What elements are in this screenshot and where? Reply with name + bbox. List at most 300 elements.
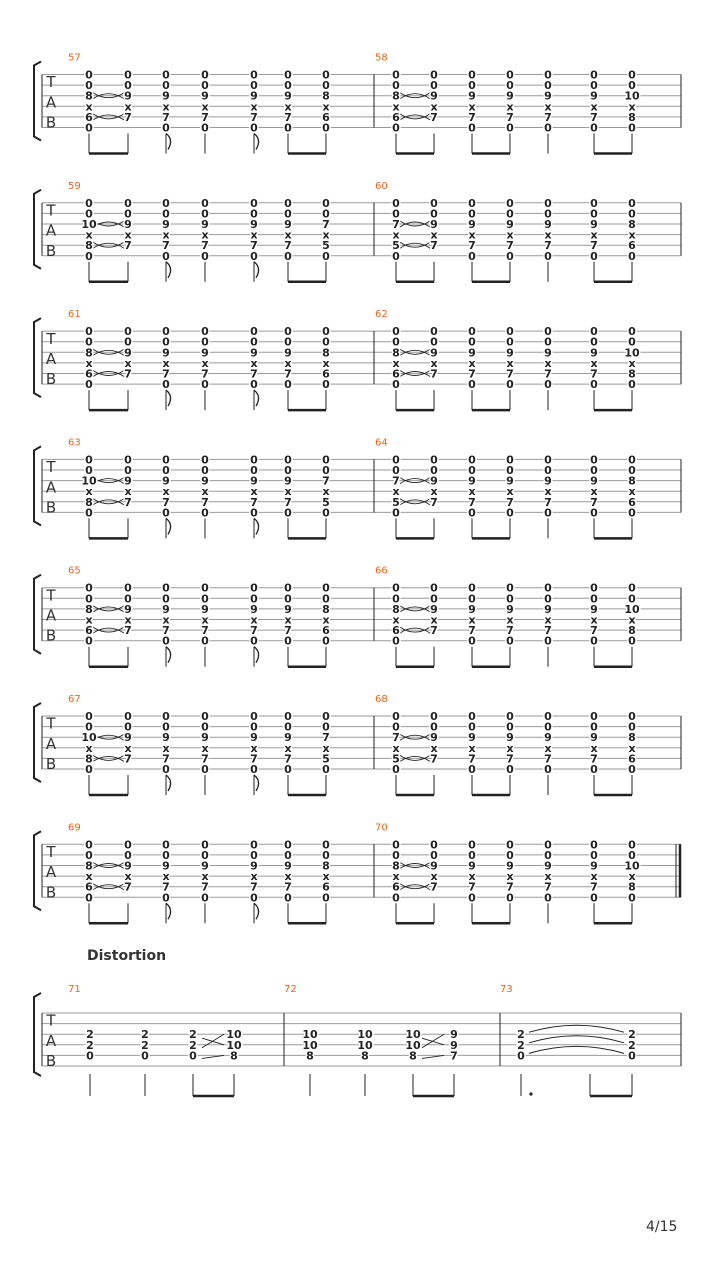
fret-number: 0 [141, 1049, 149, 1063]
fret-number: 0 [506, 196, 514, 210]
fret-number: 7 [430, 495, 438, 509]
fret-number: 2 [628, 1038, 636, 1052]
fret-number: 0 [590, 720, 598, 734]
fret-number: 0 [430, 720, 438, 734]
fret-number: x [284, 485, 292, 499]
fret-number: 0 [468, 891, 476, 905]
tab-clef-letter: A [45, 349, 57, 368]
fret-number: 7 [250, 880, 258, 894]
fret-number: 0 [628, 121, 636, 135]
fret-number: 0 [124, 581, 132, 595]
fret-number: 10 [81, 731, 97, 745]
fret-number: 0 [430, 79, 438, 93]
fret-number: 0 [124, 68, 132, 82]
fret-number: x [628, 100, 636, 114]
fret-number: 0 [392, 634, 400, 648]
fret-number: 9 [590, 474, 598, 488]
note-flag [166, 518, 171, 534]
note-flag [166, 647, 171, 663]
fret-number: 8 [85, 752, 93, 766]
fret-number: 5 [392, 752, 400, 766]
fret-number: 0 [162, 720, 170, 734]
fret-number: x [506, 100, 514, 114]
note-flag [254, 775, 259, 791]
tab-clef-letter: B [45, 626, 57, 645]
fret-number: 0 [544, 763, 552, 776]
fret-number: 9 [201, 474, 209, 488]
fret-number: 0 [322, 581, 330, 595]
fret-number: 0 [628, 506, 636, 520]
fret-number: 7 [590, 624, 598, 638]
fret-number: 0 [250, 763, 258, 776]
fret-number: 0 [284, 634, 292, 648]
fret-number: 7 [506, 367, 514, 381]
fret-number: 0 [201, 121, 209, 135]
fret-number: 0 [322, 453, 330, 467]
fret-number: 9 [162, 89, 170, 103]
fret-number: 7 [250, 367, 258, 381]
fret-number: 9 [201, 731, 209, 745]
fret-number: 7 [162, 624, 170, 638]
fret-number: 0 [322, 207, 330, 221]
fret-number: 7 [430, 880, 438, 894]
fret-number: 9 [468, 346, 476, 360]
fret-number: 8 [322, 89, 330, 103]
fret-number: 2 [86, 1038, 94, 1052]
fret-number: 9 [250, 859, 258, 873]
fret-number: 7 [250, 110, 258, 124]
fret-number: 0 [392, 763, 400, 776]
fret-number: 7 [468, 752, 476, 766]
fret-number: 6 [85, 624, 93, 638]
fret-number: x [590, 228, 598, 242]
fret-number: 0 [250, 710, 258, 723]
measure-number: 67 [68, 694, 81, 705]
fret-number: 0 [284, 196, 292, 210]
tab-clef-letter: T [46, 329, 56, 348]
fret-number: 7 [506, 110, 514, 124]
fret-number: 8 [628, 218, 636, 231]
fret-number: x [430, 613, 438, 627]
fret-number: 0 [124, 592, 132, 606]
fret-number: 8 [392, 89, 400, 103]
fret-number: 8 [322, 859, 330, 873]
tab-clef-letter: A [45, 863, 57, 882]
fret-number: x [162, 613, 170, 627]
fret-number: 0 [250, 325, 258, 339]
fret-number: 9 [430, 89, 438, 103]
fret-number: x [85, 870, 93, 884]
fret-number: 9 [430, 602, 438, 616]
fret-number: x [250, 356, 258, 370]
fret-number: 2 [517, 1038, 525, 1052]
fret-number: 9 [284, 474, 292, 488]
measure-number: 72 [284, 984, 297, 995]
fret-number: 0 [628, 249, 636, 263]
fret-number: 8 [628, 880, 636, 894]
fret-number: 10 [357, 1028, 373, 1042]
fret-number: 7 [322, 474, 330, 488]
fret-number: 7 [201, 880, 209, 894]
fret-number: x [322, 485, 330, 499]
fret-number: 0 [590, 207, 598, 221]
fret-number: 0 [392, 249, 400, 263]
fret-number: 10 [302, 1028, 318, 1042]
fret-number: 0 [468, 207, 476, 221]
fret-number: 0 [250, 592, 258, 606]
fret-number: 0 [85, 68, 93, 82]
fret-number: x [506, 228, 514, 242]
fret-number: 0 [590, 79, 598, 93]
fret-number: 0 [85, 720, 93, 734]
fret-number: 7 [201, 110, 209, 124]
note-flag [254, 647, 259, 663]
fret-number: 7 [284, 367, 292, 381]
fret-number: 7 [590, 495, 598, 509]
fret-number: 0 [250, 848, 258, 862]
fret-number: 7 [162, 495, 170, 509]
fret-number: 0 [284, 121, 292, 135]
fret-number: 0 [322, 592, 330, 606]
fret-number: 0 [468, 453, 476, 467]
fret-number: 7 [284, 624, 292, 638]
fret-number: 9 [506, 731, 514, 745]
fret-number: x [392, 100, 400, 114]
fret-number: 0 [506, 249, 514, 263]
fret-number: x [468, 228, 476, 242]
fret-number: 0 [85, 335, 93, 349]
fret-number: x [468, 870, 476, 884]
fret-number: 9 [162, 731, 170, 745]
fret-number: x [201, 228, 209, 242]
fret-number: 0 [250, 453, 258, 467]
fret-number: 8 [392, 602, 400, 616]
fret-number: 7 [201, 367, 209, 381]
fret-number: 7 [468, 624, 476, 638]
fret-number: 7 [392, 474, 400, 488]
fret-number: 0 [544, 378, 552, 392]
fret-number: x [590, 485, 598, 499]
fret-number: 7 [590, 110, 598, 124]
fret-number: 9 [430, 346, 438, 360]
fret-number: 7 [544, 624, 552, 638]
system-brace [34, 831, 41, 910]
system-brace [34, 575, 41, 654]
fret-number: 0 [250, 335, 258, 349]
fret-number: 0 [85, 710, 93, 723]
fret-number: 0 [392, 378, 400, 392]
fret-number: 9 [590, 859, 598, 873]
fret-number: 0 [322, 720, 330, 734]
fret-number: 0 [468, 848, 476, 862]
fret-number: x [250, 613, 258, 627]
fret-number: 0 [628, 79, 636, 93]
fret-number: 9 [468, 218, 476, 231]
fret-number: x [124, 228, 132, 242]
fret-number: 9 [250, 474, 258, 488]
fret-number: x [85, 356, 93, 370]
fret-number: x [590, 100, 598, 114]
fret-number: 0 [517, 1049, 525, 1063]
fret-number: 0 [628, 1049, 636, 1063]
fret-number: 0 [430, 838, 438, 852]
fret-number: 0 [590, 848, 598, 862]
fret-number: x [85, 228, 93, 242]
fret-number: 0 [284, 335, 292, 349]
fret-number: 6 [392, 624, 400, 638]
fret-number: 6 [322, 110, 330, 124]
fret-number: 7 [284, 495, 292, 509]
fret-number: 0 [284, 710, 292, 723]
measure-number: 60 [375, 180, 388, 192]
fret-number: 10 [81, 218, 97, 231]
fret-number: 9 [201, 89, 209, 103]
fret-number: 9 [430, 731, 438, 745]
fret-number: 2 [141, 1028, 149, 1042]
fret-number: 0 [322, 848, 330, 862]
fret-number: 7 [506, 624, 514, 638]
fret-number: x [628, 613, 636, 627]
fret-number: 0 [201, 838, 209, 852]
fret-number: 0 [201, 592, 209, 606]
fret-number: 7 [322, 731, 330, 745]
fret-number: 0 [628, 592, 636, 606]
fret-number: 0 [284, 79, 292, 93]
fret-number: 0 [162, 710, 170, 723]
fret-number: x [544, 228, 552, 242]
fret-number: 0 [162, 68, 170, 82]
fret-number: 0 [250, 378, 258, 392]
tab-clef-letter: B [45, 755, 57, 773]
fret-number: 9 [590, 218, 598, 231]
fret-number: 8 [628, 110, 636, 124]
fret-number: x [322, 356, 330, 370]
fret-number: 7 [590, 367, 598, 381]
fret-number: x [162, 741, 170, 755]
fret-number: 8 [322, 602, 330, 616]
fret-number: x [201, 100, 209, 114]
fret-number: 0 [201, 79, 209, 93]
fret-number: 7 [590, 239, 598, 253]
fret-number: 0 [250, 634, 258, 648]
fret-number: 0 [506, 79, 514, 93]
fret-number: 0 [201, 325, 209, 339]
fret-number: 7 [201, 495, 209, 509]
dot [529, 1092, 532, 1095]
fret-number: 0 [322, 763, 330, 776]
fret-number: 0 [322, 68, 330, 82]
fret-number: 0 [250, 207, 258, 221]
fret-number: 0 [322, 335, 330, 349]
fret-number: 0 [201, 196, 209, 210]
fret-number: x [162, 228, 170, 242]
fret-number: 7 [506, 239, 514, 253]
fret-number: 2 [189, 1038, 197, 1052]
fret-number: 7 [468, 495, 476, 509]
fret-number: 0 [85, 249, 93, 263]
measure-number: 70 [375, 822, 388, 834]
measure-number: 65 [68, 565, 81, 577]
fret-number: 0 [162, 581, 170, 595]
fret-number: 0 [322, 506, 330, 520]
fret-number: 0 [430, 848, 438, 862]
fret-number: 7 [430, 110, 438, 124]
fret-number: 7 [468, 239, 476, 253]
fret-number: 9 [162, 218, 170, 231]
fret-number: 7 [544, 110, 552, 124]
fret-number: 0 [85, 763, 93, 776]
system-brace [34, 993, 41, 1076]
fret-number: x [506, 741, 514, 755]
fret-number: 0 [544, 68, 552, 82]
fret-number: 0 [628, 464, 636, 477]
fret-number: 0 [85, 196, 93, 210]
fret-number: 8 [85, 89, 93, 103]
fret-number: 8 [628, 474, 636, 488]
fret-number: 7 [124, 110, 132, 124]
fret-number: 0 [162, 207, 170, 221]
fret-number: 0 [201, 207, 209, 221]
fret-number: 9 [468, 602, 476, 616]
fret-number: 10 [624, 89, 640, 103]
fret-number: 10 [405, 1038, 421, 1052]
fret-number: 0 [468, 378, 476, 392]
fret-number: x [162, 485, 170, 499]
fret-number: x [85, 613, 93, 627]
fret-number: x [506, 485, 514, 499]
fret-number: 0 [284, 848, 292, 862]
fret-number: 0 [468, 335, 476, 349]
fret-number: 9 [468, 89, 476, 103]
fret-number: 0 [468, 68, 476, 82]
fret-number: 9 [124, 346, 132, 360]
fret-number: 0 [628, 378, 636, 392]
fret-number: 0 [430, 710, 438, 723]
fret-number: 0 [628, 763, 636, 776]
fret-number: 0 [392, 464, 400, 477]
fret-number: 0 [250, 506, 258, 520]
fret-number: 0 [162, 763, 170, 776]
fret-number: 0 [124, 838, 132, 852]
fret-number: 0 [250, 720, 258, 734]
fret-number: x [284, 356, 292, 370]
fret-number: 0 [628, 634, 636, 648]
fret-number: x [322, 741, 330, 755]
fret-number: 0 [544, 720, 552, 734]
fret-number: x [468, 741, 476, 755]
fret-number: x [201, 485, 209, 499]
fret-number: 6 [85, 880, 93, 894]
fret-number: 0 [506, 68, 514, 82]
fret-number: 9 [450, 1028, 458, 1042]
fret-number: 0 [162, 325, 170, 339]
fret-number: 9 [250, 218, 258, 231]
measure-number: 73 [500, 984, 513, 995]
fret-number: 9 [124, 89, 132, 103]
fret-number: 0 [162, 79, 170, 93]
fret-number: x [544, 870, 552, 884]
fret-number: 9 [590, 89, 598, 103]
fret-number: 9 [506, 346, 514, 360]
measure-number: 59 [68, 180, 81, 192]
fret-number: 9 [124, 859, 132, 873]
fret-number: 9 [162, 602, 170, 616]
fret-number: 0 [124, 720, 132, 734]
fret-number: 9 [506, 89, 514, 103]
fret-number: 10 [624, 346, 640, 360]
measure-number: 57 [68, 52, 81, 64]
fret-number: 0 [468, 464, 476, 477]
fret-number: 7 [506, 880, 514, 894]
tab-clef-letter: B [45, 1052, 57, 1070]
fret-number: 0 [250, 464, 258, 477]
fret-number: 9 [506, 218, 514, 231]
fret-number: 0 [468, 581, 476, 595]
system-brace [34, 703, 41, 782]
fret-number: 9 [201, 346, 209, 360]
fret-number: 6 [628, 239, 636, 253]
slide-line [202, 1034, 224, 1048]
fret-number: x [468, 356, 476, 370]
fret-number: x [124, 741, 132, 755]
fret-number: 0 [590, 838, 598, 852]
slide-line [422, 1034, 444, 1048]
fret-number: x [85, 485, 93, 499]
fret-number: 0 [392, 121, 400, 135]
fret-number: 0 [322, 79, 330, 93]
fret-number: 7 [284, 880, 292, 894]
fret-number: x [201, 356, 209, 370]
fret-number: 0 [124, 848, 132, 862]
fret-number: 9 [250, 89, 258, 103]
tie-arc [529, 1025, 624, 1032]
fret-number: 0 [628, 335, 636, 349]
fret-number: 0 [201, 848, 209, 862]
fret-number: 0 [392, 581, 400, 595]
fret-number: x [506, 613, 514, 627]
fret-number: 9 [201, 218, 209, 231]
fret-number: 0 [430, 207, 438, 221]
fret-number: 7 [468, 880, 476, 894]
fret-number: x [544, 100, 552, 114]
fret-number: 0 [124, 79, 132, 93]
fret-number: x [590, 356, 598, 370]
fret-number: 0 [544, 848, 552, 862]
tab-clef-letter: A [45, 221, 57, 240]
fret-number: 0 [590, 453, 598, 467]
fret-number: 0 [201, 581, 209, 595]
fret-number: 7 [201, 239, 209, 253]
fret-number: 7 [162, 367, 170, 381]
fret-number: 0 [506, 720, 514, 734]
tab-clef-letter: T [46, 73, 56, 92]
fret-number: 7 [124, 495, 132, 509]
fret-number: x [392, 356, 400, 370]
fret-number: 0 [162, 634, 170, 648]
fret-number: 0 [201, 378, 209, 392]
fret-number: x [468, 485, 476, 499]
fret-number: x [430, 870, 438, 884]
fret-number: x [628, 356, 636, 370]
fret-number: 7 [590, 880, 598, 894]
fret-number: 8 [392, 346, 400, 360]
fret-number: 0 [628, 710, 636, 723]
fret-number: 0 [392, 848, 400, 862]
fret-number: 0 [85, 378, 93, 392]
fret-number: 0 [162, 506, 170, 520]
tab-clef-letter: T [46, 714, 56, 733]
fret-number: 0 [162, 464, 170, 477]
